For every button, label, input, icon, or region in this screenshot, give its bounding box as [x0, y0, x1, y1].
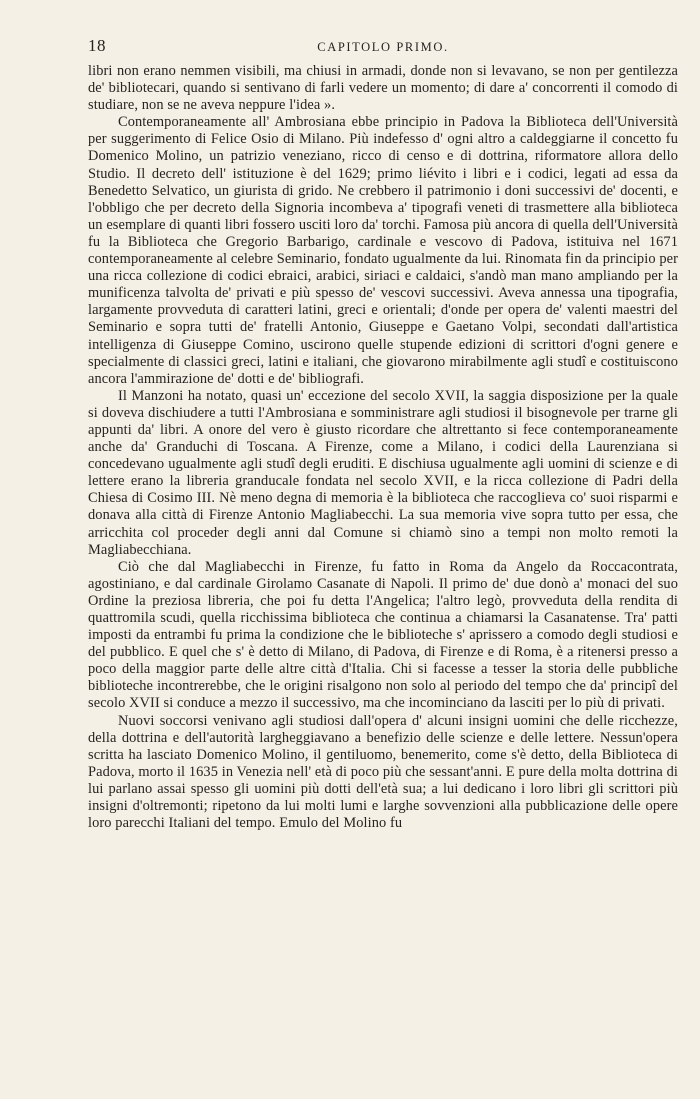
- paragraph-manzoni-tuscany: Il Manzoni ha notato, quasi un' eccezione del secolo XVII, la saggia disposizione per la quale si doveva dischiudere a tutti l'Ambrosiana e somministrare agli studiosi il bisognevole per trarne gli appunti da' libri. A onore del vero è giusto ricordare che altrettanto si fece contemporaneamente anche da' Granduchi di Toscana. A Firenze, come a Milano, i codici della Laurenziana si concedevano ugualmente agli studî degli eruditi. E dischiusa ugualmente agli uomini di scienze e di lettere erano la libreria granducale fondata nel secolo XVII, e la ricca collezione di Padri della Chiesa di Cosimo III. Nè meno degna di memoria è la biblioteca che raccoglieva co' suoi risparmi e donava alla città di Firenze Antonio Magliabecchi. La sua memoria vive sopra tutto per essa, che arricchita col proceder degli anni dal Comune si chiamò sino a tempi non molto remoti la Magliabecchiana.: [88, 387, 678, 558]
- page-number: 18: [88, 36, 106, 55]
- paragraph-continuation: libri non erano nemmen visibili, ma chiusi in armadi, donde non si levavano, se non per gentilezza de' bibliotecari, quando si sentivano di farli vedere un momento; di dare a' concorrenti il comodo di studiare, non se ne aveva neppure l'idea ».: [88, 63, 678, 114]
- paragraph-padova-libraries: Contemporaneamente all' Ambrosiana ebbe principio in Padova la Biblioteca dell'Università per suggerimento di Felice Osio di Milano. Più indefesso d' ogni altro a caldeggiarne il concetto fu Domenico Molino, un patrizio veneziano, ricco di censo e di dottrina, riformatore allora dello Studio. Il decreto dell' istituzione è del 1629; primo liévito i libri e i codici, legati ad essa da Benedetto Selvatico, un giurista di grido. Ne crebbero il patrimonio i doni successivi de' docenti, e l'obbligo che per decreto della Signoria incombeva a' tipografi veneti di trasmettere alla biblioteca un esemplare di quanti libri fossero usciti loro da' torchi. Famosa più ancora di quella dell'Università fu la Biblioteca che Gregorio Barbarigo, cardinale e vescovo di Padova, istituiva nel 1671 contemporaneamente al celebre Seminario, fondato ugualmente da lui. Rinomata fin da principio per una ricca collezione di codici ebraici, arabici, siriaci e caldaici, s'andò man mano ampliando per la munificenza talvolta de' privati e più spesso de' vescovi successivi. Aveva annessa una tipografia, largamente provveduta di caratteri latini, greci e orientali; d'onde per opera de' valenti maestri del Seminario e sopra tutti de' fratelli Antonio, Giuseppe e Gaetano Volpi, secondati dall'artistica intelligenza di Giuseppe Comino, uscirono quelle stupende edizioni di scrittori d'ogni genere e specialmente di classici greci, latini e italiani, che giovarono mirabilmente agli studî e costituiscono ancora l'ammirazione de' dotti e de' bibliografi.: [88, 114, 678, 387]
- running-title: CAPITOLO PRIMO.: [317, 40, 449, 54]
- paragraph-patrons: Nuovi soccorsi venivano agli studiosi dall'opera d' alcuni insigni uomini che delle ricchezze, della dottrina e dell'autorità largheggiavano a benefizio delle scienze e delle lettere. Nessun'opera scritta ha lasciato Domenico Molino, il gentiluomo, benemerito, come s'è detto, della Biblioteca di Padova, morto il 1635 in Venezia nell' età di poco più che sessant'anni. E pure della molta dottrina di lui parlano assai spesso gli uomini più dotti dell'età sua; a lui dedicano i loro libri gli scrittori più insigni d'oltremonti; ripetono da lui molti lumi e larghe sovvenzioni alla pubblicazione delle opere loro parecchi Italiani del tempo. Emulo del Molino fu: [88, 712, 678, 832]
- body-text: [88, 63, 678, 832]
- page-header: [88, 36, 678, 56]
- paragraph-rome-libraries: Ciò che dal Magliabecchi in Firenze, fu fatto in Roma da Angelo da Roccacontrata, agostiniano, e dal cardinale Girolamo Casanate di Napoli. Il primo de' due donò a' monaci del suo Ordine la preziosa libreria, che poi fu detta l'Angelica; l'altro legò, provveduta della rendita di quattromila scudi, quella ricchissima biblioteca che continua a chiamarsi la Casanatense. Tra' patti imposti da entrambi fu prima la condizione che le biblioteche s' aprissero a comodo degli studiosi e del pubblico. E quel che s' è detto di Milano, di Padova, di Firenze e di Roma, è a ritenersi presso a poco della maggior parte delle altre città d'Italia. Chi si facesse a tesser la storia delle pubbliche biblioteche incontrerebbe, che le origini risalgono non solo al periodo del tempo che da' principî del secolo XVII si conduce a mezzo il successivo, ma che incominciano da lasciti per lo più di privati.: [88, 558, 678, 712]
